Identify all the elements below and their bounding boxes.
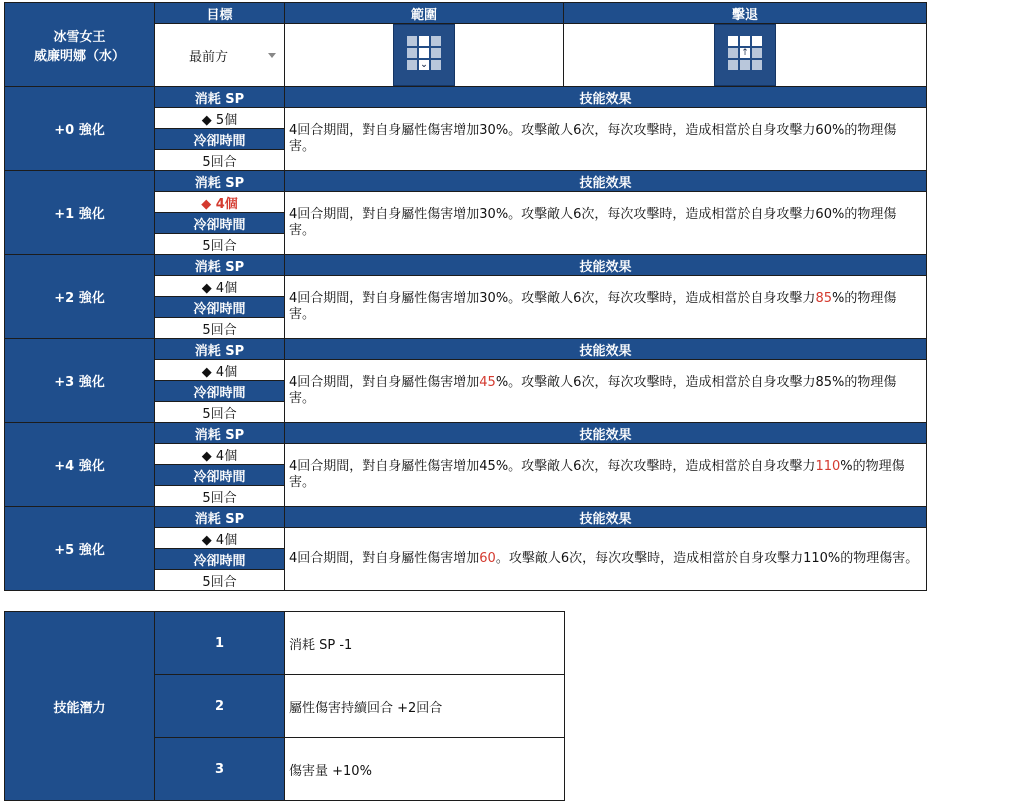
sp-label: 消耗 SP (155, 507, 285, 528)
potential-table (4, 611, 565, 801)
cooldown-label: 冷卻時間 (155, 549, 285, 570)
potential-num: 1 (155, 612, 285, 675)
sp-value: ◆ 4個 (155, 528, 285, 549)
level-name: +5 強化 (5, 507, 155, 591)
sp-value: ◆ 4個 (155, 276, 285, 297)
character-name: 冰雪女王 威廉明娜（水） (5, 3, 155, 87)
effect-description (285, 192, 927, 255)
sp-label: 消耗 SP (155, 171, 285, 192)
target-select[interactable] (155, 24, 285, 87)
highlight-value: 85 (815, 291, 832, 306)
description-text: 4回合期間，對自身屬性傷害增加30%。攻擊敵人6次，每次攻擊時，造成相當於自身攻擊力 (289, 291, 816, 306)
effect-description (285, 108, 927, 171)
highlight-value: 60 (479, 551, 496, 566)
potential-text: 屬性傷害持續回合 +2回合 (285, 675, 565, 738)
target-header: 目標 (155, 3, 285, 24)
target-value: 最前方 (189, 49, 229, 65)
description-text: 4回合期間，對自身屬性傷害增加 (289, 551, 480, 566)
sp-value: ◆ 5個 (155, 108, 285, 129)
knockback-header: 擊退 (564, 3, 927, 24)
effect-description (285, 360, 927, 423)
level-name: +2 強化 (5, 255, 155, 339)
range-header: 範圍 (285, 3, 564, 24)
highlight-value: 45 (479, 375, 496, 390)
effect-description (285, 276, 927, 339)
description-text: 。攻擊敵人6次，每次攻擊時，造成相當於自身攻擊力110%的物理傷害。 (495, 551, 919, 566)
effect-description (285, 528, 927, 591)
highlight-value: 110 (815, 459, 841, 474)
potential-text: 消耗 SP -1 (285, 612, 565, 675)
description-text: %的物理傷害。 (289, 459, 905, 490)
sp-value: ◆ 4個 (155, 360, 285, 381)
sp-label: 消耗 SP (155, 339, 285, 360)
description-text: %的物理傷害。 (289, 291, 897, 322)
level-name: +4 強化 (5, 423, 155, 507)
effect-label: 技能效果 (285, 255, 927, 276)
level-name: +3 強化 (5, 339, 155, 423)
cooldown-value: 5回合 (155, 318, 285, 339)
knockback-grid-icon: ↑ (714, 24, 776, 86)
effect-label: 技能效果 (285, 507, 927, 528)
cooldown-value: 5回合 (155, 150, 285, 171)
description-text: 4回合期間，對自身屬性傷害增加45%。攻擊敵人6次，每次攻擊時，造成相當於自身攻擊力 (289, 459, 816, 474)
cooldown-label: 冷卻時間 (155, 129, 285, 150)
cooldown-value: 5回合 (155, 486, 285, 507)
potential-num: 2 (155, 675, 285, 738)
effect-label: 技能效果 (285, 423, 927, 444)
cooldown-label: 冷卻時間 (155, 465, 285, 486)
effect-label: 技能效果 (285, 339, 927, 360)
range-cell (285, 24, 564, 87)
sp-label: 消耗 SP (155, 255, 285, 276)
potential-title: 技能潛力 (5, 612, 155, 801)
sp-value: ◆ 4個 (155, 192, 285, 213)
description-text: %。攻擊敵人6次，每次攻擊時，造成相當於自身攻擊力85%的物理傷害。 (289, 375, 897, 406)
sp-label: 消耗 SP (155, 87, 285, 108)
sp-label: 消耗 SP (155, 423, 285, 444)
cooldown-value: 5回合 (155, 402, 285, 423)
range-grid-icon: ⌄ (393, 24, 455, 86)
cooldown-value: 5回合 (155, 234, 285, 255)
effect-label: 技能效果 (285, 87, 927, 108)
level-name: +1 強化 (5, 171, 155, 255)
cooldown-label: 冷卻時間 (155, 213, 285, 234)
cooldown-value: 5回合 (155, 570, 285, 591)
knockback-cell (564, 24, 927, 87)
potential-text: 傷害量 +10% (285, 738, 565, 801)
effect-description (285, 444, 927, 507)
description-text: 4回合期間，對自身屬性傷害增加 (289, 375, 480, 390)
chevron-down-icon[interactable] (268, 53, 276, 58)
level-name: +0 強化 (5, 87, 155, 171)
description-text: 4回合期間，對自身屬性傷害增加30%。攻擊敵人6次，每次攻擊時，造成相當於自身攻擊力60%的物理傷害。 (289, 207, 897, 238)
description-text: 4回合期間，對自身屬性傷害增加30%。攻擊敵人6次，每次攻擊時，造成相當於自身攻擊力60%的物理傷害。 (289, 123, 897, 154)
cooldown-label: 冷卻時間 (155, 297, 285, 318)
skill-table (4, 2, 927, 591)
sp-value: ◆ 4個 (155, 444, 285, 465)
effect-label: 技能效果 (285, 171, 927, 192)
potential-num: 3 (155, 738, 285, 801)
cooldown-label: 冷卻時間 (155, 381, 285, 402)
